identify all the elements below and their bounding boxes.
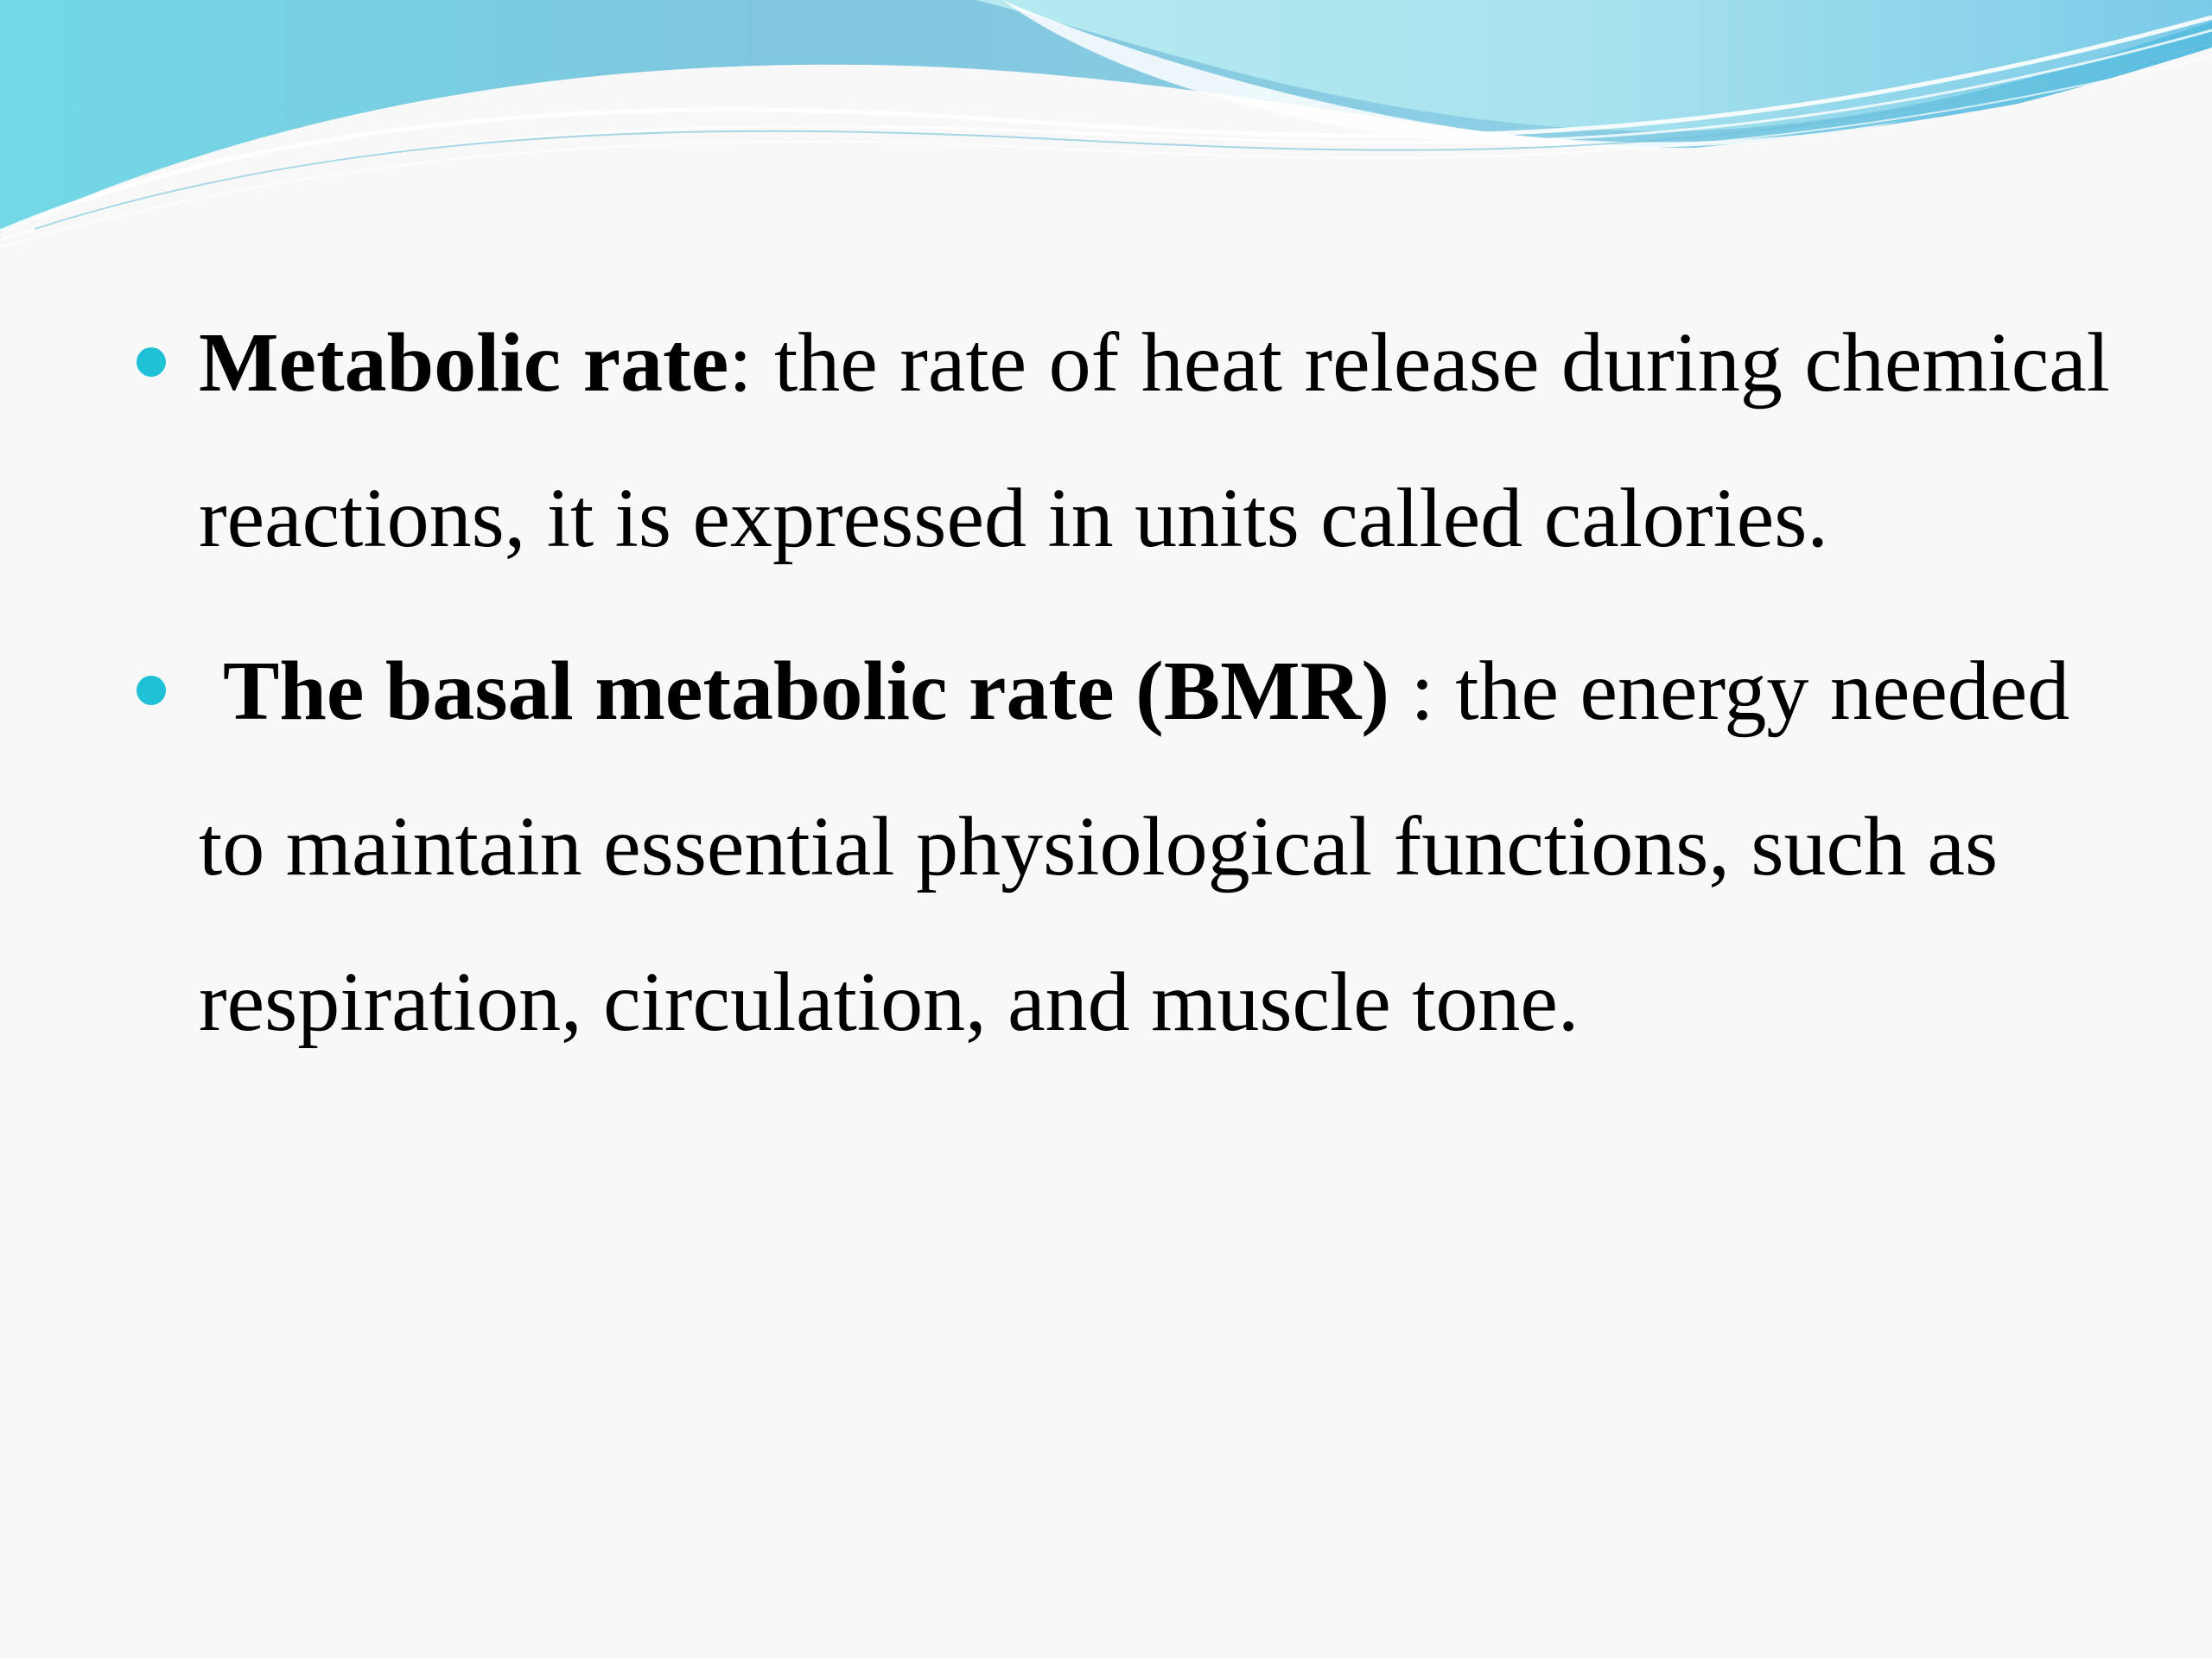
- term-bmr: The basal metabolic rate (BMR): [223, 645, 1389, 738]
- term-separator: :: [728, 316, 753, 410]
- bullet-metabolic-rate: [199, 285, 2110, 596]
- definition-bmr: the energy needed to maintain essential physiological functions, such as respiration, circulation, and muscle tone.: [199, 645, 2070, 1049]
- bullet-dot-icon: [137, 347, 166, 377]
- bullet-dot-icon: [137, 676, 166, 705]
- term-separator: :: [1389, 645, 1434, 738]
- term-metabolic-rate: Metabolic rate: [199, 316, 729, 410]
- bullet-list: [199, 285, 2110, 1080]
- bullet-bmr: [199, 613, 2110, 1080]
- header-wave-decoration: [0, 0, 2212, 259]
- definition-metabolic-rate: the rate of heat release during chemical reactions, it is expressed in units called calories.: [199, 316, 2110, 565]
